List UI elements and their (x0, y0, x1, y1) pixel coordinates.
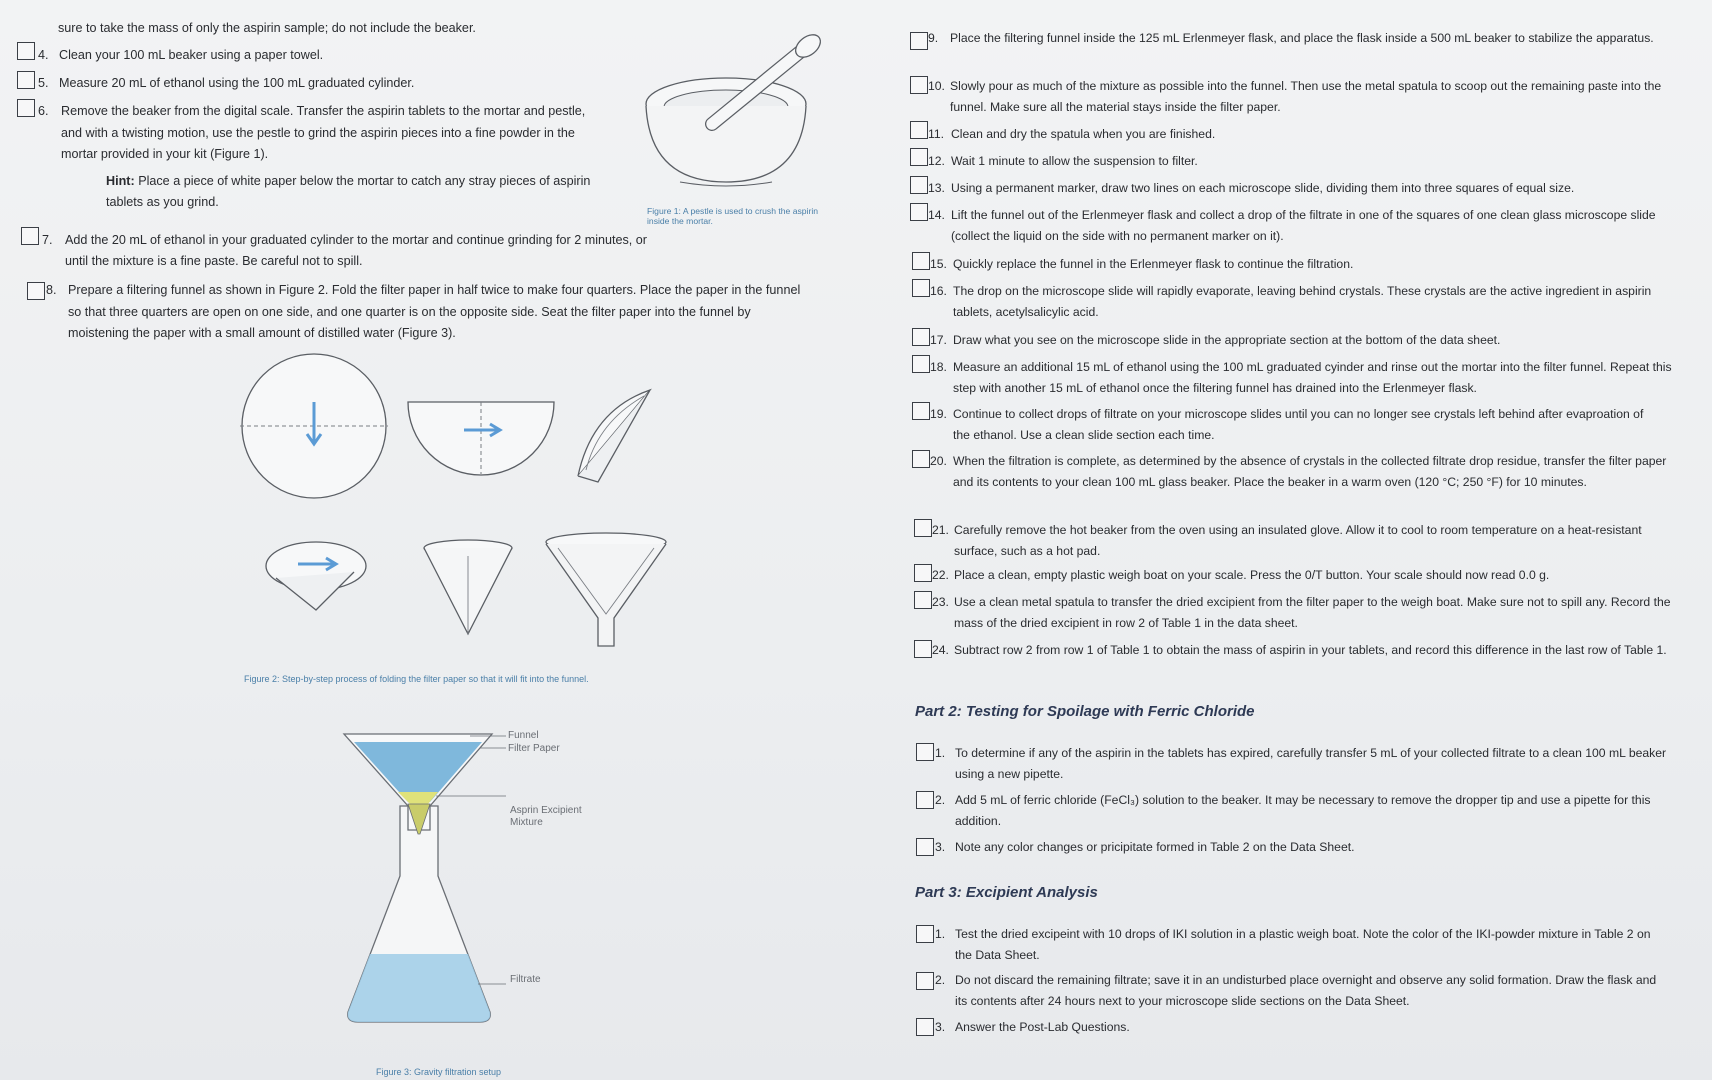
fold-step-quarter (578, 390, 650, 482)
step-22-checkbox[interactable] (914, 564, 932, 582)
part2-step-3-text: Note any color changes or pricipitate formed in Table 2 on the Data Sheet. (955, 840, 1355, 854)
step-13-num: 13. (928, 181, 945, 195)
step-9-text: Place the filtering funnel inside the 125 mL Erlenmeyer flask, and place the flask inside a 500 mL beaker to stabilize the apparatus. (950, 31, 1654, 45)
figure-3-filtration-setup (330, 726, 630, 1026)
step-23-text: Use a clean metal spatula to transfer the dried excipient from the filter paper to the weigh boat. Make sure not to spill any. Record the mass of the dried excipient in row 2 of Table 1 in the data sheet. (954, 595, 1671, 630)
step-8-checkbox[interactable] (27, 282, 45, 300)
step-20-checkbox[interactable] (912, 450, 930, 468)
figure-2-folding-steps (236, 352, 676, 652)
step-18-checkbox[interactable] (912, 355, 930, 373)
step-5-text: Measure 20 mL of ethanol using the 100 mL graduated cylinder. (59, 76, 415, 90)
step-13-checkbox[interactable] (910, 176, 928, 194)
step-24-checkbox[interactable] (914, 640, 932, 658)
fold-step-circle (240, 354, 388, 498)
step-4-text: Clean your 100 mL beaker using a paper towel. (59, 48, 324, 62)
step-6-checkbox[interactable] (17, 99, 35, 117)
part2-step-3-checkbox[interactable] (916, 838, 934, 856)
step-23-checkbox[interactable] (914, 591, 932, 609)
step-15-text: Quickly replace the funnel in the Erlenmeyer flask to continue the filtration. (953, 257, 1354, 271)
step-19-text: Continue to collect drops of filtrate on your microscope slides until you can no longer see crystals left behind after evaproation of the ethanol. Use a clean slide section each time. (953, 407, 1644, 442)
part-2-title: Part 2: Testing for Spoilage with Ferric Chloride (915, 703, 1255, 720)
hint-label: Hint: (106, 174, 135, 188)
step-16-text: The drop on the microscope slide will rapidly evaporate, leaving behind crystals. These crystals are the active ingredient in aspirin tablets, acetylsalicylic acid. (953, 284, 1652, 319)
step-17-checkbox[interactable] (912, 328, 930, 346)
part2-step-2-checkbox[interactable] (916, 791, 934, 809)
step-15-num: 15. (930, 257, 947, 271)
part3-step-2-num: 2. (935, 973, 946, 987)
step-5-checkbox[interactable] (17, 71, 35, 89)
step-19-checkbox[interactable] (912, 402, 930, 420)
step-21-text: Carefully remove the hot beaker from the oven using an insulated glove. Allow it to cool to room temperature on a heat-resistant surface, such as a hot pad. (954, 523, 1642, 558)
step-9-num: 9. (928, 31, 939, 45)
part3-step-2-text: Do not discard the remaining filtrate; save it in an undisturbed place overnight and observe any solid formation. Draw the flask and its contents after 24 hours next to your microscope slide sections on the Data Sheet. (955, 973, 1657, 1008)
part2-step-2-num: 2. (935, 793, 946, 807)
step-17-text: Draw what you see on the microscope slide in the appropriate section at the bottom of the data sheet. (953, 333, 1501, 347)
part3-step-1-checkbox[interactable] (916, 925, 934, 943)
part3-step-3-checkbox[interactable] (916, 1018, 934, 1036)
step-16-checkbox[interactable] (912, 279, 930, 297)
part2-step-1-text: To determine if any of the aspirin in the tablets has expired, carefully transfer 5 mL of your collected filtrate to a clean 100 mL beaker using a new pipette. (955, 746, 1667, 781)
figure-1-caption: Figure 1: A pestle is used to crush the aspirin inside the mortar. (647, 206, 819, 226)
step-8-num: 8. (46, 283, 57, 297)
step-11-num: 11. (928, 127, 945, 141)
step-18-text: Measure an additional 15 mL of ethanol using the 100 mL graduated cyinder and rinse out the mortar into the filter funnel. Repeat this step with another 15 mL of ethanol once the filtering funnel has drained into the Erlenmeyer flask. (953, 360, 1672, 395)
step-16-num: 16. (930, 284, 947, 298)
part3-step-3-num: 3. (935, 1020, 946, 1034)
step-22-text: Place a clean, empty plastic weigh boat on your scale. Press the 0/T button. Your scale should now read 0.0 g. (954, 568, 1550, 582)
part2-step-2-text: Add 5 mL of ferric chloride (FeCl₃) solution to the beaker. It may be necessary to remove the dropper tip and use a pipette for this addition. (955, 793, 1651, 828)
step-4-num: 4. (38, 48, 49, 62)
fold-step-half (408, 402, 554, 475)
step-6-num: 6. (38, 104, 49, 118)
fold-step-funnel (546, 533, 666, 646)
step-14-checkbox[interactable] (910, 203, 928, 221)
label-filtrate: Filtrate (510, 974, 541, 985)
step-19-num: 19. (930, 407, 947, 421)
step-23-num: 23. (932, 595, 949, 609)
hint-text: Place a piece of white paper below the mortar to catch any stray pieces of aspirin tablets as you grind. (106, 174, 591, 209)
intro-line: sure to take the mass of only the aspirin sample; do not include the beaker. (58, 21, 476, 35)
part3-step-1-num: 1. (935, 927, 946, 941)
fold-step-open (266, 542, 366, 610)
step-10-num: 10. (928, 79, 945, 93)
step-22-num: 22. (932, 568, 949, 582)
step-20-text: When the filtration is complete, as determined by the absence of crystals in the collected filtrate drop residue, transfer the filter paper and its contents to your clean 100 mL glass beaker. Place the beaker in a warm oven (120 °C; 250 °F) for 10 minutes. (953, 454, 1667, 489)
step-4-checkbox[interactable] (17, 42, 35, 60)
step-12-num: 12. (928, 154, 945, 168)
step-12-checkbox[interactable] (910, 148, 928, 166)
part3-step-1-text: Test the dried excipeint with 10 drops of IKI solution in a plastic weigh boat. Note the color of the IKI-powder mixture in Table 2 on the Data Sheet. (955, 927, 1651, 962)
figure-2-caption: Figure 2: Step-by-step process of folding the filter paper so that it will fit into the funnel. (244, 674, 589, 684)
step-6-text: Remove the beaker from the digital scale. Transfer the aspirin tablets to the mortar and pestle, and with a twisting motion, use the pestle to grind the aspirin pieces into a fine powder in the mortar provided in your kit (Figure 1). (61, 104, 586, 161)
hint (106, 171, 626, 213)
step-14-num: 14. (928, 208, 945, 222)
step-18-num: 18. (930, 360, 947, 374)
step-11-checkbox[interactable] (910, 121, 928, 139)
step-8-text: Prepare a filtering funnel as shown in Figure 2. Fold the filter paper in half twice to make four quarters. Place the paper in the funnel so that three quarters are open on one side, and one quarter is on the opposite side. Seat the filter paper into the funnel by moistening the paper with a small amount of distilled water (Figure 3). (68, 283, 801, 340)
step-5-num: 5. (38, 76, 49, 90)
part-3-title: Part 3: Excipient Analysis (915, 884, 1098, 901)
label-mixture-2: Mixture (510, 817, 543, 828)
label-mixture-1: Asprin Excipient (510, 805, 582, 816)
step-20-num: 20. (930, 454, 947, 468)
part3-step-2-checkbox[interactable] (916, 972, 934, 990)
step-7-text: Add the 20 mL of ethanol in your graduated cylinder to the mortar and continue grinding for 2 minutes, or until the mixture is a fine paste. Be careful not to spill. (65, 233, 647, 268)
step-10-checkbox[interactable] (910, 76, 928, 94)
fold-step-cone (424, 540, 512, 634)
part3-step-3-text: Answer the Post-Lab Questions. (955, 1020, 1130, 1034)
filtrate-liquid (348, 954, 491, 1022)
part2-step-1-checkbox[interactable] (916, 743, 934, 761)
step-7-checkbox[interactable] (21, 227, 39, 245)
step-24-num: 24. (932, 643, 949, 657)
step-7-num: 7. (42, 233, 53, 247)
figure-3-caption: Figure 3: Gravity filtration setup (376, 1067, 502, 1077)
step-15-checkbox[interactable] (912, 252, 930, 270)
step-14-text: Lift the funnel out of the Erlenmeyer flask and collect a drop of the filtrate in one of the squares of one clean glass microscope slide (collect the liquid on the side with no permanent marker on it). (951, 208, 1656, 243)
step-10-text: Slowly pour as much of the mixture as possible into the funnel. Then use the metal spatula to scoop out the remaining paste into the funnel. Make sure all the material stays inside the filter paper. (950, 79, 1662, 114)
step-13-text: Using a permanent marker, draw two lines on each microscope slide, dividing them into three squares of equal size. (951, 181, 1575, 195)
step-24-text: Subtract row 2 from row 1 of Table 1 to obtain the mass of aspirin in your tablets, and record this difference in the last row of Table 1. (954, 643, 1667, 657)
step-12-text: Wait 1 minute to allow the suspension to filter. (951, 154, 1198, 168)
label-funnel: Funnel (508, 730, 539, 741)
figure-1-mortar-pestle (640, 32, 840, 192)
label-filter-paper: Filter Paper (508, 743, 560, 754)
step-11-text: Clean and dry the spatula when you are finished. (951, 127, 1216, 141)
part2-step-1-num: 1. (935, 746, 946, 760)
step-17-num: 17. (930, 333, 947, 347)
step-21-num: 21. (932, 523, 949, 537)
part2-step-3-num: 3. (935, 840, 946, 854)
step-21-checkbox[interactable] (914, 519, 932, 537)
step-9-checkbox[interactable] (910, 32, 928, 50)
